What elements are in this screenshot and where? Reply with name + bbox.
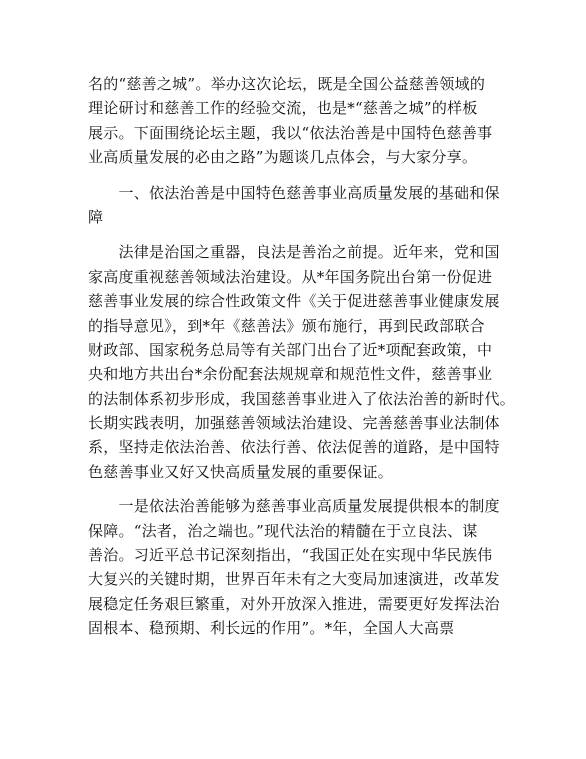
text-line: 的法制体系初步形成，我国慈善事业进入了依法治善的新时代。: [88, 389, 516, 408]
text-line: 的指导意见》，到*年《慈善法》颁布施行，再到民政部联合: [88, 316, 485, 335]
text-line: 法律是治国之重器，良法是善治之前提。近年来，党和国: [88, 243, 500, 262]
text-line: 固根本、稳预期、利长远的作用”。*年，全国人大高票: [88, 619, 455, 638]
paragraph-point-one: [88, 494, 498, 640]
text-line: 展稳定任务艰巨繁重，对外开放深入推进，需要更好发挥法治: [88, 594, 500, 613]
text-line: 名的“慈善之城”。举办这次论坛，既是全国公益慈善领域的: [88, 75, 486, 93]
paragraph-spacing: [88, 170, 498, 181]
text-line: 长期实践表明，加强慈善领域法治建设、完善慈善事业法制体: [88, 414, 500, 433]
text-line: 理论研讨和慈善工作的经验交流，也是*“慈善之城”的样板: [88, 99, 478, 118]
text-line: 央和地方共出台*余份配套法规规章和规范性文件，慈善事业: [88, 365, 493, 384]
paragraph-legal-framework: [88, 240, 516, 484]
text-line: 一是依法治善能够为慈善事业高质量发展提供根本的制度: [88, 497, 500, 516]
paragraph-intro: [88, 72, 498, 170]
heading-line: 一、依法治善是中国特色慈善事业高质量发展的基础和保: [88, 183, 500, 202]
paragraph-spacing: [88, 484, 498, 494]
text-line: 展示。下面围绕论坛主题，我以“依法治善是中国特色慈善事: [88, 123, 493, 142]
text-line: 家高度重视慈善领域法治建设。从*年国务院出台第一份促进: [88, 267, 493, 286]
text-line: 保障。“法者，治之端也。”现代法治的精髓在于立良法、谋: [88, 521, 478, 540]
document-body: [88, 72, 516, 641]
section-heading: [88, 181, 498, 230]
text-line: 系，坚持走依法治善、依法行善、依法促善的道路，是中国特: [88, 438, 500, 457]
text-line: 慈善事业发展的综合性政策文件《关于促进慈善事业健康发展: [88, 292, 500, 311]
heading-line: 障: [88, 207, 104, 226]
text-line: 业高质量发展的必由之路”为题谈几点体会，与大家分享。: [88, 148, 478, 167]
paragraph-spacing: [88, 229, 498, 240]
text-line: 大复兴的关键时期，世界百年未有之大变局加速演进，改革发: [88, 570, 500, 589]
text-line: 色慈善事业又好又快高质量发展的重要保证。: [88, 462, 394, 481]
text-line: 善治。习近平总书记深刻指出，“我国正处在实现中华民族伟: [88, 546, 493, 565]
text-line: 财政部、国家税务总局等有关部门出台了近*项配套政策，中: [88, 340, 493, 359]
